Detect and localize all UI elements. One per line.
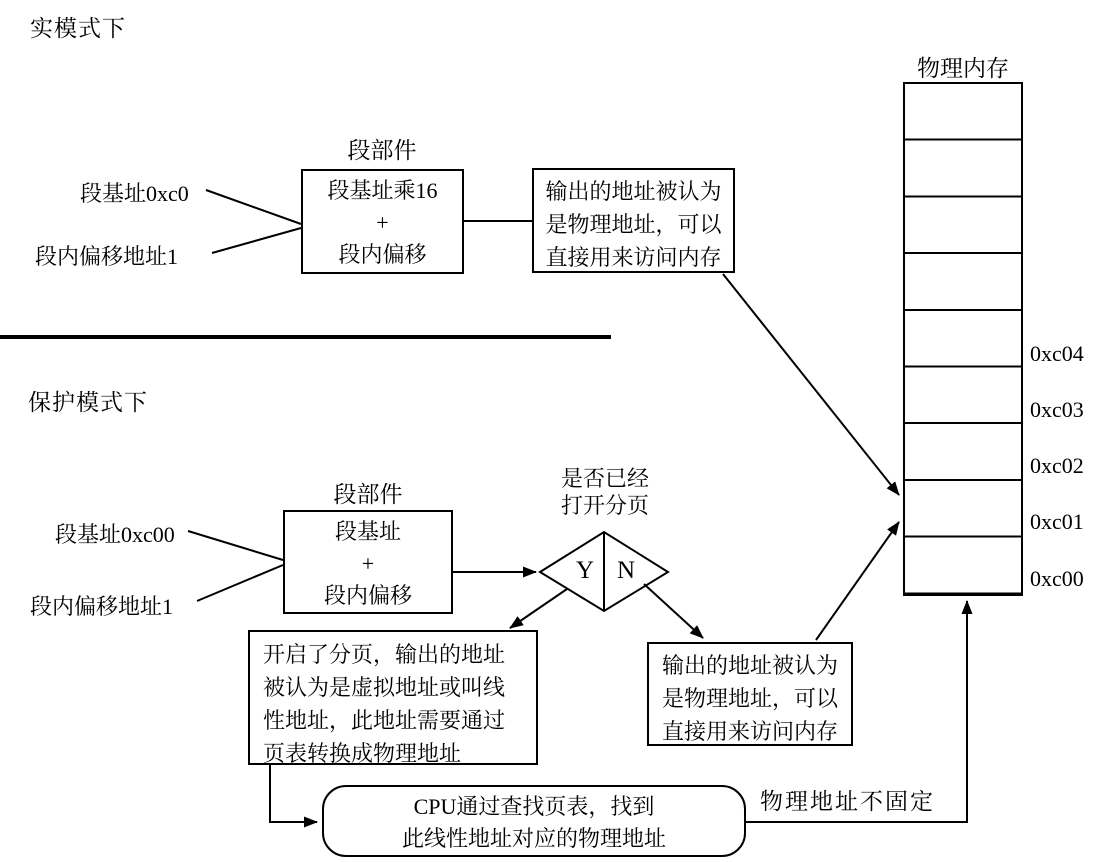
decision-yes-arrow [510, 589, 567, 628]
prot-input1-line [188, 531, 283, 560]
real-segment-unit-title: 段部件 [347, 138, 417, 163]
real-mode-section-title: 实模式下 [30, 16, 126, 41]
real-unit-line-1: 段基址乘16 [327, 178, 438, 203]
prot-output-line-3: 直接用来访问内存 [661, 719, 838, 744]
decision-title [545, 465, 665, 519]
prot-unit-line-1: 段基址 [334, 519, 401, 544]
prot-output-box [647, 642, 853, 746]
prot-segment-unit-title: 段部件 [333, 482, 403, 507]
real-unit-line-3: 段内偏移 [338, 242, 427, 267]
paging-on-line-4: 页表转换成物理地址 [263, 741, 462, 766]
prot-unit-line-3: 段内偏移 [323, 583, 412, 608]
protected-mode-section-title: 保护模式下 [28, 390, 148, 415]
real-input2-line [212, 228, 301, 253]
memory-address-0xc03: 0xc03 [1030, 397, 1084, 422]
real-unit-line-2: + [376, 210, 389, 235]
memory-address-0xc04: 0xc04 [1030, 341, 1084, 366]
memory-address-0xc00: 0xc00 [1030, 566, 1084, 591]
prot-output-line-2: 是物理地址，可以 [661, 686, 838, 711]
real-offset-label: 段内偏移地址1 [35, 244, 179, 269]
prot-output-to-memory-arrow [816, 522, 899, 640]
physical-memory-title: 物理内存 [917, 56, 1009, 81]
prot-unit-line-2: + [361, 551, 375, 576]
decision-title-line-2: 打开分页 [560, 493, 649, 518]
decision-no-arrow [644, 584, 703, 638]
real-output-to-memory-arrow [723, 274, 899, 495]
real-output-line-1: 输出的地址被认为 [545, 179, 722, 204]
real-segment-unit-box [301, 169, 464, 274]
real-input1-line [206, 190, 301, 224]
real-output-line-2: 是物理地址，可以 [545, 212, 722, 237]
prot-output-line-1: 输出的地址被认为 [661, 653, 838, 678]
prot-input2-line [197, 565, 283, 601]
cpu-lookup-line-1: CPU通过查找页表，找到 [413, 794, 655, 819]
prot-offset-label: 段内偏移地址1 [30, 594, 174, 619]
decision-no-label: N [616, 557, 636, 584]
cpu-lookup-line-2: 此线性地址对应的物理地址 [401, 826, 666, 851]
decision-title-line-1: 是否已经 [560, 466, 649, 491]
real-segment-base-label: 段基址0xc0 [80, 181, 189, 206]
paging-on-line-2: 被认为是虚拟地址或叫线 [263, 675, 506, 700]
physical-not-fixed-note: 物理地址不固定 [760, 789, 935, 814]
paging-on-line-1: 开启了分页，输出的地址 [263, 642, 506, 667]
memory-address-0xc01: 0xc01 [1030, 509, 1084, 534]
real-output-box [532, 168, 735, 273]
prot-segment-base-label: 段基址0xc00 [55, 522, 175, 547]
real-output-line-3: 直接用来访问内存 [545, 245, 722, 270]
memory-address-0xc02: 0xc02 [1030, 453, 1084, 478]
paging-on-line-3: 性地址，此地址需要通过 [263, 708, 506, 733]
prot-segment-unit-box [283, 510, 453, 614]
decision-yes-label: Y [575, 557, 595, 584]
paging-on-box [248, 630, 538, 765]
cpu-lookup-box [322, 785, 746, 857]
paging-box-to-cpu-arrow [270, 765, 317, 822]
physical-memory-column [903, 82, 1023, 596]
